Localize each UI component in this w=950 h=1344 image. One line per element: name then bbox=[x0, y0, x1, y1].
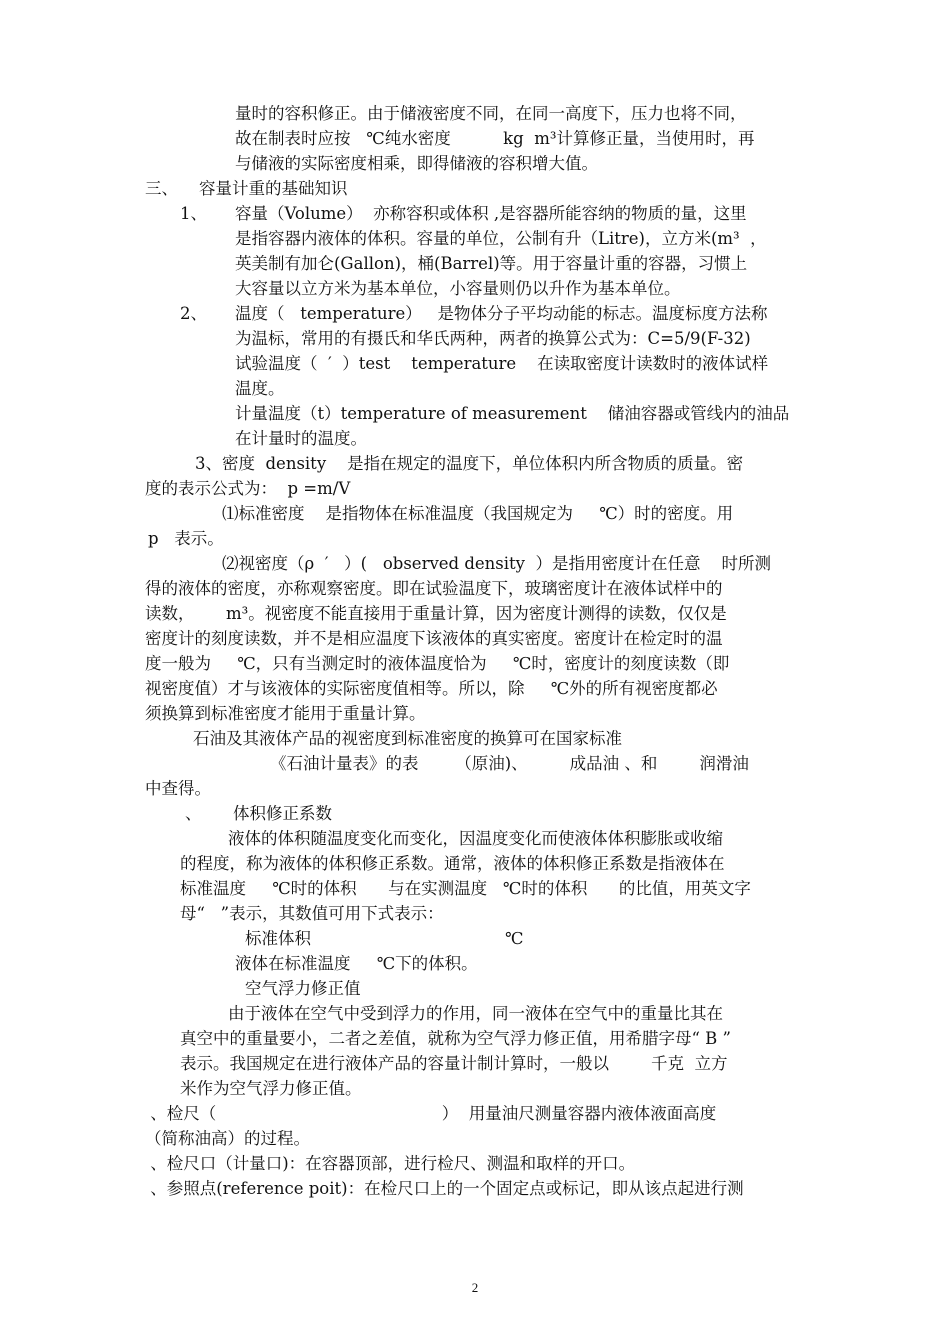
text-line: 读数， m³。视密度不能直接用于重量计算，因为密度计测得的读数，仅仅是 bbox=[145, 604, 727, 623]
text-line: 与储液的实际密度相乘，即得储液的容积增大值。 bbox=[235, 154, 598, 173]
text-line: （简称油高）的过程。 bbox=[145, 1129, 310, 1148]
text-line: 空气浮力修正值 bbox=[245, 979, 361, 998]
text-line: 标准体积 ℃ bbox=[245, 929, 524, 948]
text-line: 量时的容积修正。由于储液密度不同，在同一高度下，压力也将不同， bbox=[235, 104, 747, 123]
text-line: p 表示。 bbox=[148, 529, 224, 548]
text-line: 、 体积修正系数 bbox=[185, 804, 332, 823]
text-line: 液体在标准温度 ℃下的体积。 bbox=[235, 954, 478, 973]
text-line: 须换算到标准密度才能用于重量计算。 bbox=[145, 704, 426, 723]
text-line: 温度（ temperature） 是物体分子平均动能的标志。温度标度方法称 bbox=[235, 304, 768, 323]
text-line: 3、密度 density 是指在规定的温度下，单位体积内所含物质的质量。密 bbox=[195, 454, 744, 473]
text-line: 石油及其液体产品的视密度到标准密度的换算可在国家标准 bbox=[193, 729, 622, 748]
text-line: 计量温度（t）temperature of measurement 储油容器或管线内的油品 bbox=[235, 404, 790, 423]
text-line: 度的表示公式为： p =m/V bbox=[145, 479, 351, 498]
text-line: 在计量时的温度。 bbox=[235, 429, 367, 448]
text-line: 、检尺（ ） 用量油尺测量容器内液体液面高度 bbox=[145, 1104, 717, 1123]
text-line: 视密度值）才与该液体的实际密度值相等。所以，除 ℃外的所有视密度都必 bbox=[145, 679, 718, 698]
page-number: 2 bbox=[471, 1280, 479, 1295]
text-line: 温度。 bbox=[235, 379, 285, 398]
text-line: 大容量以立方米为基本单位，小容量则仍以升作为基本单位。 bbox=[235, 279, 681, 298]
text-line: 得的液体的密度，亦称观察密度。即在试验温度下，玻璃密度计在液体试样中的 bbox=[145, 579, 723, 598]
text-line: 真空中的重量要小，二者之差值，就称为空气浮力修正值，用希腊字母“ B ” bbox=[180, 1029, 731, 1048]
text-line: ⑴标准密度 是指物体在标准温度（我国规定为 ℃）时的密度。用 bbox=[222, 504, 734, 523]
text-line: 的程度，称为液体的体积修正系数。通常，液体的体积修正系数是指液体在 bbox=[180, 854, 725, 873]
text-line: 度一般为 ℃，只有当测定时的液体温度恰为 ℃时，密度计的刻度读数（即 bbox=[145, 654, 730, 673]
text-line: 、参照点(reference poit)：在检尺口上的一个固定点或标记，即从该点起进行测 bbox=[145, 1179, 744, 1198]
text-line: 英美制有加仑(Gallon)，桶(Barrel)等。用于容量计重的容器，习惯上 bbox=[235, 254, 748, 273]
text-line: 2、 bbox=[180, 304, 207, 323]
text-line: 标准温度 ℃时的体积 与在实测温度 ℃时的体积 的比值，用英文字 bbox=[180, 879, 751, 898]
text-line: 液体的体积随温度变化而变化，因温度变化而使液体体积膨胀或收缩 bbox=[228, 829, 723, 848]
text-line: 试验温度（ ′ ）test temperature 在读取密度计读数时的液体试样 bbox=[235, 354, 769, 373]
text-line: 表示。我国规定在进行液体产品的容量计制计算时，一般以 千克 立方 bbox=[180, 1054, 728, 1073]
text-line: 母“ ”表示，其数值可用下式表示： bbox=[180, 904, 444, 923]
text-line: 《石油计量表》的表 （原油)、 成品油 、和 润滑油 bbox=[270, 754, 749, 773]
text-line: 中查得。 bbox=[145, 779, 211, 798]
text-line: 容量（Volume） 亦称容积或体积 ,是容器所能容纳的物质的量，这里 bbox=[235, 204, 747, 223]
text-line: 米作为空气浮力修正值。 bbox=[180, 1079, 362, 1098]
text-line: 为温标，常用的有摄氏和华氏两种，两者的换算公式为：C=5/9(F-32) bbox=[235, 329, 751, 348]
text-line: 三、 容量计重的基础知识 bbox=[145, 179, 348, 198]
text-line: 故在制表时应按 ℃纯水密度 kg m³计算修正量，当使用时，再 bbox=[235, 129, 755, 148]
text-line: ⑵视密度（ρ ′ ）( observed density ）是指用密度计在任意 时所测 bbox=[222, 554, 771, 573]
text-line: 是指容器内液体的体积。容量的单位，公制有升（Litre)，立方米(m³ ， bbox=[235, 229, 767, 248]
text-line: 1、 bbox=[180, 204, 207, 223]
text-line: 、检尺口（计量口)：在容器顶部，进行检尺、测温和取样的开口。 bbox=[145, 1154, 636, 1173]
text-line: 由于液体在空气中受到浮力的作用，同一液体在空气中的重量比其在 bbox=[228, 1004, 723, 1023]
text-line: 密度计的刻度读数，并不是相应温度下该液体的真实密度。密度计在检定时的温 bbox=[145, 629, 723, 648]
